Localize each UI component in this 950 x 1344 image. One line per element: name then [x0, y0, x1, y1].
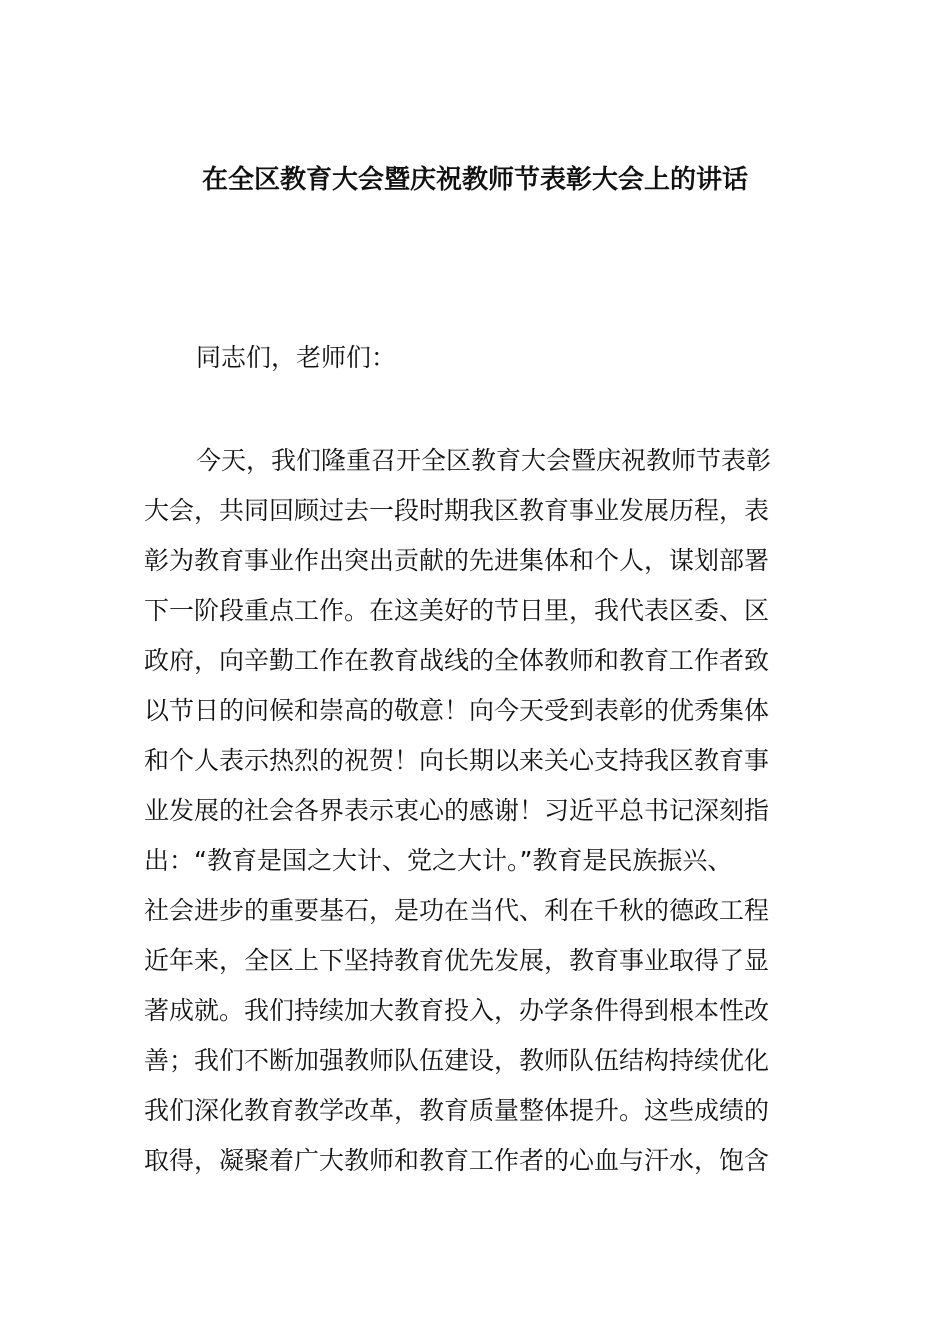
text-line: 善；我们不断加强教师队伍建设，教师队伍结构持续优化	[144, 1046, 770, 1075]
text-line: 取得，凝聚着广大教师和教育工作者的心血与汗水，饱含	[144, 1146, 770, 1175]
salutation: 同志们，老师们：	[196, 343, 397, 372]
body-text	[144, 436, 824, 1186]
text-line: 我们深化教育教学改革，教育质量整体提升。这些成绩的	[144, 1096, 770, 1125]
text-line: 下一阶段重点工作。在这美好的节日里，我代表区委、区	[144, 596, 770, 625]
text-line: 和个人表示热烈的祝贺！向长期以来关心支持我区教育事	[144, 746, 770, 775]
text-line: 出：“教育是国之大计、党之大计。”教育是民族振兴、	[144, 846, 733, 875]
text-line: 社会进步的重要基石，是功在当代、利在千秋的德政工程	[144, 896, 770, 925]
text-line: 以节日的问候和崇高的敬意！向今天受到表彰的优秀集体	[144, 696, 770, 725]
text-line: 今天，我们隆重召开全区教育大会暨庆祝教师节表彰	[196, 446, 772, 475]
text-line: 政府，向辛勤工作在教育战线的全体教师和教育工作者致	[144, 646, 770, 675]
document-title: 在全区教育大会暨庆祝教师节表彰大会上的讲话	[201, 165, 748, 195]
text-line: 彰为教育事业作出突出贡献的先进集体和个人，谋划部署	[144, 546, 770, 575]
text-line: 近年来，全区上下坚持教育优先发展，教育事业取得了显	[144, 946, 770, 975]
text-line: 大会，共同回顾过去一段时期我区教育事业发展历程，表	[144, 496, 770, 525]
text-line: 著成就。我们持续加大教育投入，办学条件得到根本性改	[144, 996, 770, 1025]
text-line: 业发展的社会各界表示衷心的感谢！习近平总书记深刻指	[144, 796, 770, 825]
